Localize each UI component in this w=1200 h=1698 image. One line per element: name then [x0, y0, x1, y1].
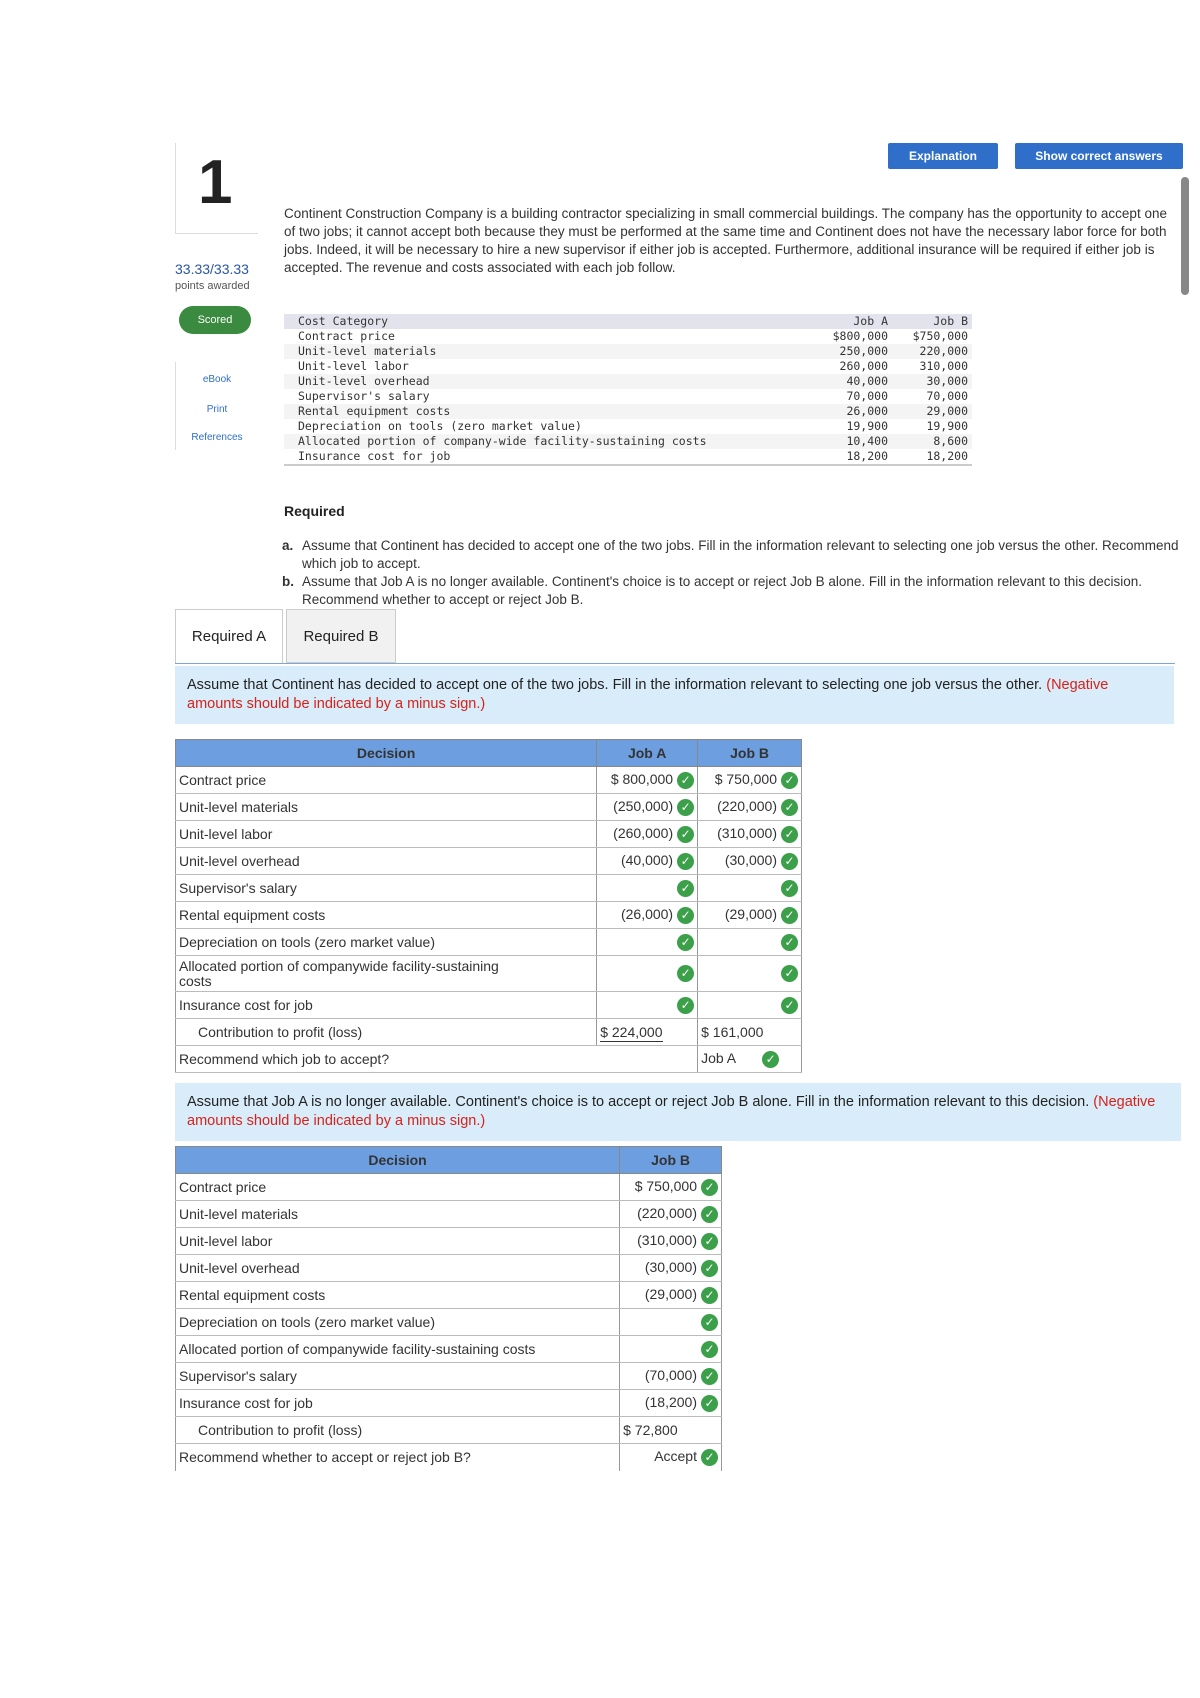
table-row	[176, 767, 802, 794]
job-b-value: (310,000)	[717, 825, 777, 842]
job-a-cost: 70,000	[846, 389, 888, 403]
recommend-value: Job A	[701, 1050, 737, 1067]
job-a-cost: 26,000	[846, 404, 888, 418]
job-a-value: (40,000)	[620, 852, 674, 869]
cost-table-row	[284, 449, 972, 464]
cost-category-header: Cost Category	[298, 314, 389, 328]
job-b-value: (310,000)	[637, 1232, 697, 1249]
job-b-input[interactable]	[620, 1255, 722, 1282]
job-b-input[interactable]	[698, 794, 802, 821]
recommend-row	[176, 1444, 722, 1471]
row-label: Unit-level labor	[176, 1228, 620, 1255]
job-b-input[interactable]	[620, 1201, 722, 1228]
cost-table-header	[284, 314, 972, 329]
check-icon: ✓	[781, 907, 798, 924]
row-label-text: Rental equipment costs	[179, 907, 326, 923]
row-label: Insurance cost for job	[176, 1390, 620, 1417]
job-a-header: Job A	[853, 314, 888, 328]
cost-table-row	[284, 359, 972, 374]
table-row	[176, 875, 802, 902]
check-icon: ✓	[677, 880, 694, 897]
check-icon: ✓	[677, 826, 694, 843]
header-decision: Decision	[176, 1147, 620, 1174]
recommend-select[interactable]	[698, 1046, 802, 1073]
job-b-input[interactable]	[620, 1390, 722, 1417]
recommend-row	[176, 1046, 802, 1073]
scrollbar[interactable]	[1181, 177, 1189, 295]
job-b-input[interactable]	[698, 848, 802, 875]
table-row	[176, 902, 802, 929]
job-b-cost: 70,000	[926, 389, 968, 403]
recommend-spacer	[597, 1046, 698, 1073]
table-row	[176, 1309, 722, 1336]
tab-required-b[interactable]: Required B	[286, 609, 396, 663]
header-decision: Decision	[176, 740, 597, 767]
job-b-value: $ 750,000	[714, 771, 777, 788]
row-label	[176, 794, 597, 821]
cost-category: Rental equipment costs	[298, 404, 451, 418]
show-correct-answers-button[interactable]: Show correct answers	[1015, 143, 1183, 169]
job-b-value: (220,000)	[637, 1205, 697, 1222]
recommend-label: Recommend which job to accept?	[176, 1046, 597, 1073]
table-row	[176, 1363, 722, 1390]
job-b-input[interactable]	[620, 1309, 722, 1336]
job-b-value: $ 750,000	[634, 1178, 697, 1195]
table-row	[176, 821, 802, 848]
cost-category: Contract price	[298, 329, 395, 343]
total-row	[176, 1417, 722, 1444]
job-a-value: (26,000)	[620, 906, 674, 923]
check-icon: ✓	[762, 1051, 779, 1068]
row-label	[176, 767, 597, 794]
job-a-cost: 40,000	[846, 374, 888, 388]
cost-table-row	[284, 329, 972, 344]
job-b-input[interactable]	[620, 1363, 722, 1390]
check-icon: ✓	[701, 1368, 718, 1385]
check-icon: ✓	[701, 1260, 718, 1277]
row-label	[176, 956, 597, 992]
score: 33.33/33.33	[175, 261, 249, 277]
row-label	[176, 848, 597, 875]
check-icon: ✓	[781, 853, 798, 870]
required-item-b: b. Assume that Job A is no longer available. Continent's choice is to accept or reject Job B alone. Fill in the information relevant to this decision. Recommend whether to accept or reject Job B.	[282, 574, 1143, 607]
job-a-input[interactable]	[597, 929, 698, 956]
job-b-input[interactable]	[620, 1336, 722, 1363]
check-icon: ✓	[701, 1314, 718, 1331]
cost-table-row	[284, 434, 972, 449]
job-a-input[interactable]	[597, 821, 698, 848]
job-b-value: (29,000)	[644, 1286, 697, 1303]
part-a-instruction: Assume that Continent has decided to accept one of the two jobs. Fill in the information relevant to selecting one job versus the other. (Negative amounts should be indicated by a minus sign.)	[175, 666, 1174, 724]
check-icon: ✓	[701, 1233, 718, 1250]
check-icon: ✓	[677, 934, 694, 951]
job-b-cost: 18,200	[926, 449, 968, 463]
check-icon: ✓	[677, 907, 694, 924]
row-label	[176, 821, 597, 848]
row-label-text: Unit-level overhead	[179, 853, 300, 869]
check-icon: ✓	[781, 799, 798, 816]
table-row	[176, 1282, 722, 1309]
cost-category: Unit-level overhead	[298, 374, 430, 388]
total-job-a	[597, 1019, 698, 1046]
check-icon: ✓	[781, 880, 798, 897]
row-label	[176, 902, 597, 929]
recommend-label: Recommend whether to accept or reject job B?	[176, 1444, 620, 1471]
job-b-input[interactable]	[698, 992, 802, 1019]
cost-category: Allocated portion of company-wide facility-sustaining costs	[298, 434, 707, 448]
references-link[interactable]: References	[191, 432, 243, 443]
job-a-input[interactable]	[597, 956, 698, 992]
table-row	[176, 794, 802, 821]
row-label-text: Depreciation on tools (zero market value)	[179, 934, 436, 950]
job-b-input[interactable]	[620, 1282, 722, 1309]
total-job-b	[698, 1019, 802, 1046]
cost-table	[284, 314, 972, 466]
row-label-line: costs	[179, 972, 212, 989]
row-label	[176, 929, 597, 956]
check-icon: ✓	[781, 934, 798, 951]
status-badge: Scored	[179, 306, 251, 334]
job-b-value: (30,000)	[724, 852, 777, 869]
job-a-cost: 250,000	[839, 344, 888, 358]
recommend-select[interactable]	[620, 1444, 722, 1471]
total-label: Contribution to profit (loss)	[176, 1417, 620, 1444]
job-b-header: Job B	[933, 314, 968, 328]
cost-table-row	[284, 374, 972, 389]
job-b-cost: 30,000	[926, 374, 968, 388]
table-row	[176, 929, 802, 956]
check-icon: ✓	[781, 965, 798, 982]
cost-category: Unit-level labor	[298, 359, 409, 373]
table-row	[176, 1174, 722, 1201]
total-row	[176, 1019, 802, 1046]
part-b-table	[175, 1146, 722, 1471]
table-row	[176, 1336, 722, 1363]
job-b-input[interactable]	[698, 902, 802, 929]
cost-category: Depreciation on tools (zero market value)	[298, 419, 582, 433]
job-b-input[interactable]	[698, 767, 802, 794]
tab-divider	[175, 663, 1175, 664]
tab-required-a[interactable]: Required A	[175, 609, 283, 663]
job-a-input[interactable]	[597, 902, 698, 929]
job-a-input[interactable]	[597, 848, 698, 875]
required-heading: Required	[284, 503, 345, 519]
job-b-input[interactable]	[698, 821, 802, 848]
row-label-line: Allocated portion of companywide facility-sustaining	[179, 957, 499, 974]
check-icon: ✓	[701, 1449, 718, 1466]
problem-text: Continent Construction Company is a building contractor specializing in small commercial buildings. The company has the opportunity to accept one of two jobs; it cannot accept both because they must be performed at the same time and Continent does not have the necessary labor force for both jobs. Indeed, it will be necessary to hire a new supervisor if either job is accepted. Furthermore, additional insurance will be required if either job is accepted. The revenue and costs associated with each job follow.	[284, 206, 1167, 275]
job-b-value: (18,200)	[644, 1394, 697, 1411]
check-icon: ✓	[701, 1341, 718, 1358]
row-label-text: Unit-level materials	[179, 799, 299, 815]
part-b-instruction: Assume that Job A is no longer available. Continent's choice is to accept or reject Job B alone. Fill in the information relevant to this decision. (Negative amounts should be indicated by a minus sign.)	[175, 1083, 1181, 1141]
question-number: 1	[198, 148, 233, 217]
table-row	[176, 956, 802, 992]
table-row	[176, 1201, 722, 1228]
check-icon: ✓	[677, 772, 694, 789]
header-job-a: Job A	[597, 740, 698, 767]
cost-category: Unit-level materials	[298, 344, 437, 358]
job-b-input[interactable]	[698, 929, 802, 956]
job-b-value: (220,000)	[717, 798, 777, 815]
job-b-cost: 19,900	[926, 419, 968, 433]
row-label: Unit-level materials	[176, 1201, 620, 1228]
check-icon: ✓	[781, 826, 798, 843]
required-list	[282, 537, 1197, 609]
row-label: Depreciation on tools (zero market value)	[176, 1309, 620, 1336]
job-a-input[interactable]	[597, 875, 698, 902]
job-a-value: (250,000)	[613, 798, 674, 815]
check-icon: ✓	[677, 965, 694, 982]
ebook-link[interactable]: eBook	[202, 374, 232, 385]
check-icon: ✓	[677, 799, 694, 816]
resource-links	[175, 362, 258, 450]
job-a-input[interactable]	[597, 794, 698, 821]
job-a-cost: 19,900	[846, 419, 888, 433]
total-job-b-value: $ 161,000	[701, 1024, 764, 1040]
check-icon: ✓	[701, 1206, 718, 1223]
row-label	[176, 875, 597, 902]
row-label: Allocated portion of companywide facility-sustaining costs	[176, 1336, 620, 1363]
row-label: Rental equipment costs	[176, 1282, 620, 1309]
required-item-a: a. Assume that Continent has decided to accept one of the two jobs. Fill in the information relevant to selecting one job versus the other. Recommend which job to accept.	[282, 538, 1179, 571]
job-b-input[interactable]	[698, 875, 802, 902]
cost-table-row	[284, 404, 972, 419]
table-row	[176, 992, 802, 1019]
job-a-cost: $800,000	[832, 329, 888, 343]
job-b-cost: $750,000	[912, 329, 968, 343]
table-row	[176, 1228, 722, 1255]
cost-table-row	[284, 344, 972, 359]
job-b-cost: 220,000	[919, 344, 968, 358]
job-b-value: (29,000)	[724, 906, 777, 923]
job-b-input[interactable]	[620, 1228, 722, 1255]
total-label: Contribution to profit (loss)	[176, 1019, 597, 1046]
total-job-b	[620, 1417, 722, 1444]
job-b-cost: 29,000	[926, 404, 968, 418]
points-label: points awarded	[175, 280, 250, 292]
table-row	[176, 1390, 722, 1417]
cost-category: Supervisor's salary	[298, 389, 430, 403]
part-a-table	[175, 739, 802, 1073]
table-row	[176, 848, 802, 875]
row-label	[176, 992, 597, 1019]
check-icon: ✓	[677, 997, 694, 1014]
job-a-value: $ 800,000	[610, 771, 674, 788]
header-job-b: Job B	[620, 1147, 722, 1174]
row-label: Contract price	[176, 1174, 620, 1201]
header-job-b: Job B	[698, 740, 802, 767]
explanation-button[interactable]: Explanation	[888, 143, 998, 169]
row-label: Unit-level overhead	[176, 1255, 620, 1282]
total-job-a-value: $ 224,000	[600, 1024, 663, 1040]
check-icon: ✓	[701, 1179, 718, 1196]
check-icon: ✓	[701, 1287, 718, 1304]
row-label-text: Supervisor's salary	[179, 880, 297, 896]
check-icon: ✓	[781, 772, 798, 789]
check-icon: ✓	[781, 997, 798, 1014]
print-link[interactable]: Print	[206, 404, 228, 415]
job-a-input[interactable]	[597, 767, 698, 794]
check-icon: ✓	[677, 853, 694, 870]
total-job-b-value: $ 72,800	[623, 1422, 678, 1438]
cost-table-row	[284, 389, 972, 404]
cost-category: Insurance cost for job	[298, 449, 451, 463]
job-b-input[interactable]	[620, 1174, 722, 1201]
row-label-text: Contract price	[179, 772, 267, 788]
job-b-value: (70,000)	[644, 1367, 697, 1384]
row-label-text: Insurance cost for job	[179, 997, 313, 1013]
job-b-cost: 8,600	[933, 434, 968, 448]
row-label: Supervisor's salary	[176, 1363, 620, 1390]
row-label-text: Unit-level labor	[179, 826, 273, 842]
job-b-cost: 310,000	[919, 359, 968, 373]
job-a-cost: 18,200	[846, 449, 888, 463]
job-b-value: (30,000)	[644, 1259, 697, 1276]
job-a-cost: 10,400	[846, 434, 888, 448]
job-b-input[interactable]	[698, 956, 802, 992]
table-row	[176, 1255, 722, 1282]
job-a-cost: 260,000	[839, 359, 888, 373]
job-a-value: (260,000)	[613, 825, 674, 842]
cost-table-row	[284, 419, 972, 434]
recommend-value: Accept	[654, 1448, 697, 1465]
check-icon: ✓	[701, 1395, 718, 1412]
job-a-input[interactable]	[597, 992, 698, 1019]
